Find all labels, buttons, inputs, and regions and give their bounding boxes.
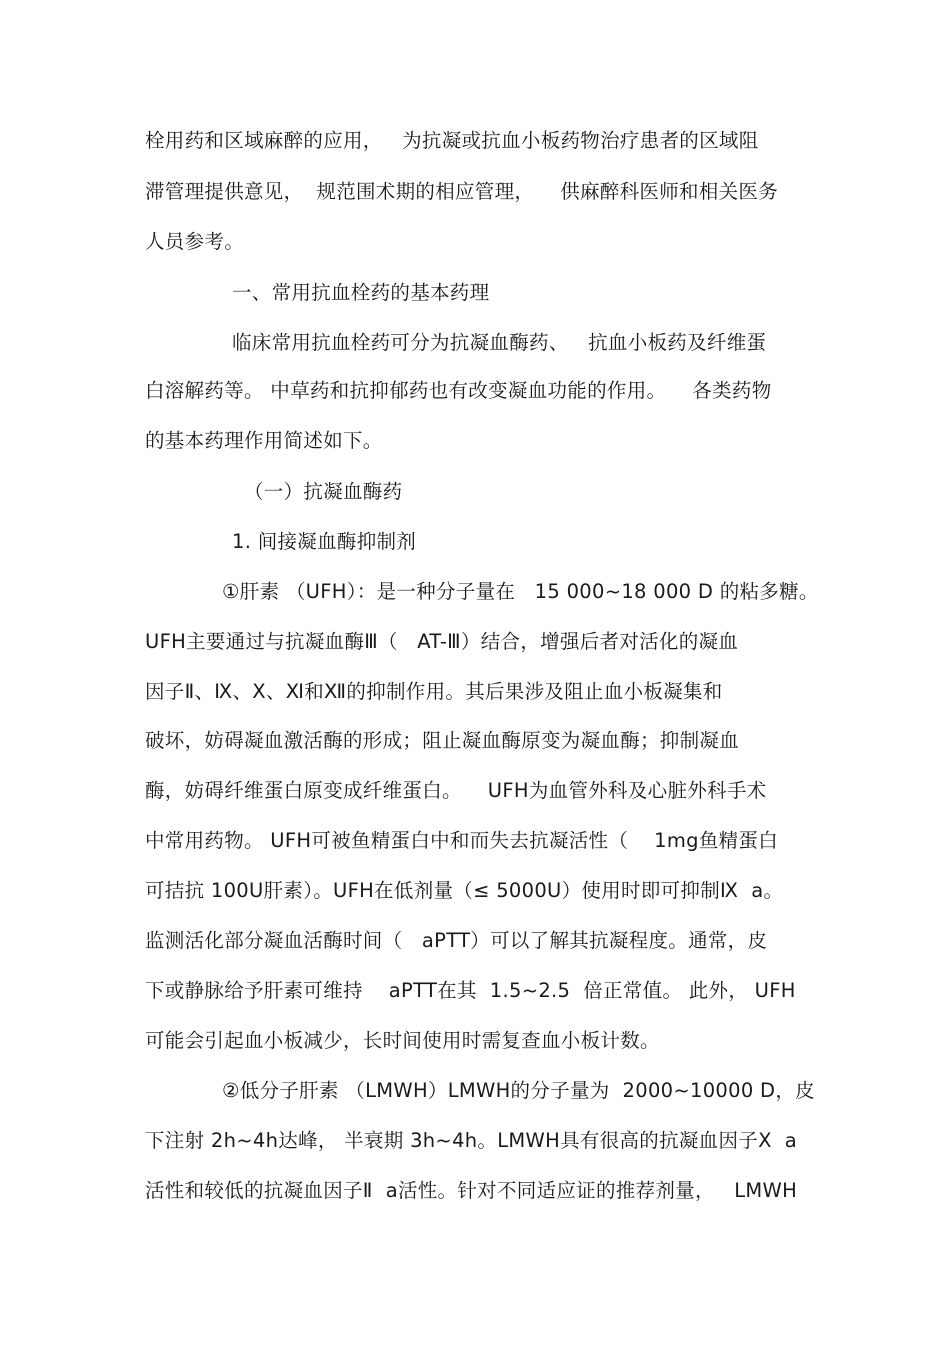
- paragraph-line: 监测活化部分凝血活酶时间（ aPTT）可以了解其抗凝程度。通常，皮: [145, 929, 768, 952]
- paragraph-line: 滞管理提供意见， 规范围术期的相应管理， 供麻醉科医师和相关医务: [145, 180, 778, 203]
- paragraph-line: 中常用药物。 UFH可被鱼精蛋白中和而失去抗凝活性（ 1mg鱼精蛋白: [145, 829, 779, 852]
- paragraph-line: 白溶解药等。 中草药和抗抑郁药也有改变凝血功能的作用。 各类药物: [145, 379, 772, 402]
- paragraph-line: 破坏，妨碍凝血激活酶的形成；阻止凝血酶原变为凝血酶；抑制凝血: [145, 729, 740, 752]
- paragraph-line: 因子Ⅱ、Ⅸ、Ⅹ、Ⅺ和Ⅻ的抑制作用。其后果涉及阻止血小板凝集和: [145, 680, 723, 703]
- section-heading: 一、常用抗血栓药的基本药理: [232, 281, 490, 304]
- paragraph-line: 的基本药理作用简述如下。: [145, 429, 383, 452]
- paragraph-line: 可拮抗 100U肝素）。UFH在低剂量（≤ 5000U）使用时即可抑制Ⅸ a。: [145, 879, 784, 902]
- subsection-heading: （一）抗凝血酶药: [244, 480, 403, 503]
- paragraph-line: 可能会引起血小板减少，长时间使用时需复查血小板计数。: [145, 1029, 660, 1052]
- item-heading: 1. 间接凝血酶抑制剂: [232, 530, 417, 553]
- paragraph-line: 活性和较低的抗凝血因子Ⅱ a活性。针对不同适应证的推荐剂量， LMWH: [145, 1179, 798, 1202]
- paragraph-line: 人员参考。: [145, 230, 245, 253]
- paragraph-line: UFH主要通过与抗凝血酶Ⅲ（ AT-Ⅲ）结合，增强后者对活化的凝血: [145, 630, 739, 653]
- paragraph-line: 临床常用抗血栓药可分为抗凝血酶药、 抗血小板药及纤维蛋: [232, 331, 767, 354]
- paragraph-line: 酶，妨碍纤维蛋白原变成纤维蛋白。 UFH为血管外科及心脏外科手术: [145, 779, 767, 802]
- paragraph-line: ①肝素 （UFH）：是一种分子量在 15 000~18 000 D 的粘多糖。: [222, 580, 819, 603]
- paragraph-line: 下注射 2h~4h达峰， 半衰期 3h~4h。LMWH具有很高的抗凝血因子Ⅹ a: [145, 1129, 797, 1152]
- paragraph-line: ②低分子肝素 （LMWH）LMWH的分子量为 2000~10000 D，皮: [222, 1079, 815, 1102]
- paragraph-line: 下或静脉给予肝素可维持 aPTT在其 1.5~2.5 倍正常值。 此外， UFH: [145, 979, 796, 1002]
- paragraph-line: 栓用药和区域麻醉的应用， 为抗凝或抗血小板药物治疗患者的区域阻: [145, 129, 759, 152]
